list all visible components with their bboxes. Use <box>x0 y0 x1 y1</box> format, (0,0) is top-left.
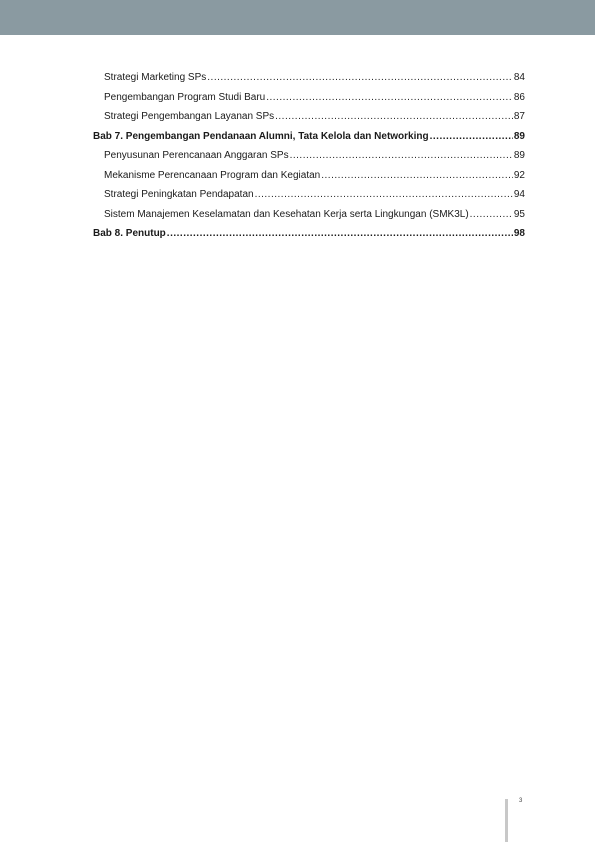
toc-entry-title: Mekanisme Perencanaan Program dan Kegiatan <box>104 169 321 181</box>
toc-leader-dots <box>430 127 513 147</box>
toc-leader-dots <box>321 166 513 186</box>
toc-chapter-title: Bab 8. Penutup <box>93 228 166 239</box>
page-number: 3 <box>519 798 523 804</box>
toc-entry[interactable] <box>93 107 525 127</box>
toc-chapter-page: 98 <box>513 228 525 239</box>
toc-entry-title: Pengembangan Program Studi Baru <box>104 91 266 103</box>
toc-leader-dots <box>266 88 513 108</box>
toc-entry-page: 86 <box>513 91 525 103</box>
toc-entry-page: 84 <box>513 72 525 83</box>
toc-chapter-page: 89 <box>513 130 525 142</box>
toc-leader-dots <box>255 185 513 205</box>
table-of-contents <box>93 68 525 244</box>
footer-rule <box>505 799 508 842</box>
toc-chapter-title: Bab 7. Pengembangan Pendanaan Alumni, Tata Kelola dan Networking <box>93 130 429 142</box>
toc-leader-dots <box>167 224 513 244</box>
toc-entry-title: Strategi Peningkatan Pendapatan <box>104 189 254 200</box>
toc-entry-title: Penyusunan Perencanaan Anggaran SPs <box>104 150 289 161</box>
toc-entry[interactable] <box>93 166 525 186</box>
toc-entry[interactable] <box>93 88 525 108</box>
toc-chapter-entry[interactable] <box>93 224 525 244</box>
toc-entry-page: 87 <box>513 111 525 122</box>
toc-entry-title: Strategi Pengembangan Layanan SPs <box>104 111 275 122</box>
toc-entry-page: 89 <box>513 150 525 161</box>
toc-entry[interactable] <box>93 205 525 225</box>
toc-entry-page: 95 <box>513 208 525 220</box>
toc-entry-page: 94 <box>513 189 525 200</box>
toc-chapter-entry[interactable] <box>93 127 525 147</box>
toc-leader-dots <box>290 146 513 166</box>
toc-entry[interactable] <box>93 146 525 166</box>
toc-leader-dots <box>275 107 513 127</box>
toc-leader-dots <box>470 205 513 225</box>
toc-entry-page: 92 <box>513 169 525 181</box>
toc-entry[interactable] <box>93 185 525 205</box>
toc-entry[interactable] <box>93 68 525 88</box>
toc-entry-title: Sistem Manajemen Keselamatan dan Kesehatan Kerja serta Lingkungan (SMK3L) <box>104 208 469 220</box>
toc-leader-dots <box>207 68 513 88</box>
toc-entry-title: Strategi Marketing SPs <box>104 72 207 83</box>
header-bar <box>0 0 595 35</box>
